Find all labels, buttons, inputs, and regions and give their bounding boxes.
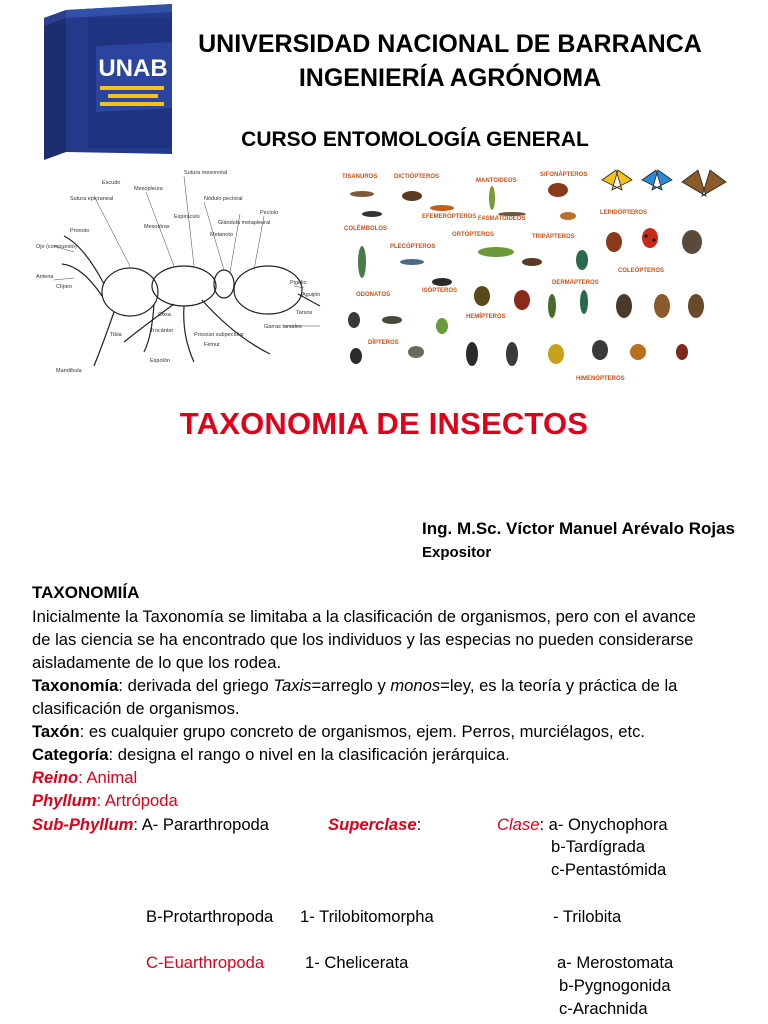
reino-line: Reino: Animal [32,768,138,787]
university-name: UNIVERSIDAD NACIONAL DE BARRANCA [198,30,702,58]
svg-text:Pigidio: Pigidio [290,280,307,286]
svg-text:ISÓPTEROS: ISÓPTEROS [422,288,458,294]
intro-line-3: aisladamente de lo que los rodea. [32,653,282,672]
svg-text:Trocánter: Trocánter [150,328,174,334]
arachnida: c-Arachnida [559,999,648,1018]
author-role: Expositor [422,544,492,561]
svg-text:COLEÓPTEROS: COLEÓPTEROS [618,268,665,274]
svg-text:Garras tarsales: Garras tarsales [264,324,302,330]
ant-anatomy-diagram [34,166,326,388]
insect-orders-collage [332,166,736,388]
svg-text:Pronoto: Pronoto [70,228,90,234]
logo-text: UNAB [98,55,168,82]
svg-text:Metanoto: Metanoto [210,232,233,238]
svg-text:Coxa: Coxa [158,312,171,318]
svg-text:Tarsos: Tarsos [296,310,313,316]
svg-text:Antena: Antena [36,274,54,280]
svg-text:Ojo (compuesto): Ojo (compuesto) [36,244,77,250]
clase-c: c-Pentastómida [551,860,667,879]
svg-text:COLÉMBOLOS: COLÉMBOLOS [344,226,387,232]
svg-text:SIFONÁPTEROS: SIFONÁPTEROS [540,172,588,178]
clase-line: Clase: a- Onychophora [497,815,668,834]
section-heading: TAXONOMIÍA [32,583,140,602]
taxonomia-definition-2: clasificación de organismos. [32,699,240,718]
svg-text:Sutura mesonotal: Sutura mesonotal [184,170,228,176]
svg-text:HEMÍPTEROS: HEMÍPTEROS [466,314,506,320]
document-title: TAXONOMIA DE INSECTOS [179,406,589,441]
svg-text:DÍPTEROS: DÍPTEROS [368,340,399,346]
svg-text:Clípeo: Clípeo [56,284,72,290]
intro-line-1: Inicialmente la Taxonomía se limitaba a la clasificación de organismos, pero con el avance [32,607,696,626]
svg-text:DICTIÓPTEROS: DICTIÓPTEROS [394,174,440,180]
svg-text:Tibia: Tibia [110,332,122,338]
svg-text:Mandíbula: Mandíbula [56,368,82,374]
svg-text:Escudo: Escudo [102,180,121,186]
taxon-definition: Taxón: es cualquier grupo concreto de organismos, ejem. Perros, murciélagos, etc. [32,722,646,741]
intro-line-2: de las ciencia se ha encontrado que los individuos y las especias no pueden considerarse [32,630,694,649]
svg-text:FASMATOIDEOS: FASMATOIDEOS [478,216,526,222]
phyllum-line: Phyllum: Artrópoda [32,791,178,810]
pycnogonida: b-Pygnogonida [559,976,671,995]
merostomata: a- Merostomata [557,953,674,972]
categoria-definition: Categoría: designa el rango o nivel en la clasificación jerárquica. [32,745,510,764]
svg-text:Proceso subpecíolar: Proceso subpecíolar [194,332,245,338]
svg-text:MANTOIDEOS: MANTOIDEOS [476,178,517,184]
chelicerata: 1- Chelicerata [305,953,409,972]
svg-text:PLECÓPTEROS: PLECÓPTEROS [390,244,436,250]
svg-text:Sutura epicraneal: Sutura epicraneal [70,196,114,202]
svg-text:Glándula metapleural: Glándula metapleural [218,220,271,226]
unab-logo [36,4,176,160]
svg-text:Espiráculo: Espiráculo [174,214,200,220]
author-name: Ing. M.Sc. Víctor Manuel Arévalo Rojas [422,519,735,538]
svg-text:HIMENÓPTEROS: HIMENÓPTEROS [576,376,625,382]
trilobitomorpha: 1- Trilobitomorpha [300,907,434,926]
svg-text:EFEMERÓPTEROS: EFEMERÓPTEROS [422,214,477,220]
svg-text:Nódulo pecíoral: Nódulo pecíoral [204,196,243,202]
subphyllum-line: Sub-Phyllum: A- Pararthropoda [32,815,270,834]
course-title: CURSO ENTOMOLOGÍA GENERAL [241,128,589,151]
svg-text:TISANUROS: TISANUROS [342,174,378,180]
superclase-label: Superclase: [328,815,422,834]
svg-text:Fémur: Fémur [204,342,220,348]
svg-text:Espolón: Espolón [150,358,170,364]
trilobita: - Trilobita [553,907,622,926]
svg-text:DERMÁPTEROS: DERMÁPTEROS [552,280,599,286]
svg-text:Peciolo: Peciolo [260,210,279,216]
clase-b: b-Tardígrada [551,837,646,856]
svg-text:ODONATOS: ODONATOS [356,292,391,298]
svg-text:ORTÓPTEROS: ORTÓPTEROS [452,232,495,238]
euarthropoda: C-Euarthropoda [146,953,265,972]
protarthropoda: B-Protarthropoda [146,907,274,926]
svg-text:Aguijón: Aguijón [302,292,321,298]
svg-text:Mesotórax: Mesotórax [144,224,170,230]
faculty-name: INGENIERÍA AGRÓNOMA [298,64,602,92]
svg-text:LEPIDÓPTEROS: LEPIDÓPTEROS [600,210,648,216]
svg-text:TRIPÁPTEROS: TRIPÁPTEROS [532,234,575,240]
svg-text:Mesopleura: Mesopleura [134,186,163,192]
taxonomia-definition: Taxonomía: derivada del griego Taxis=arreglo y monos=ley, es la teoría y práctica de la [32,676,678,695]
